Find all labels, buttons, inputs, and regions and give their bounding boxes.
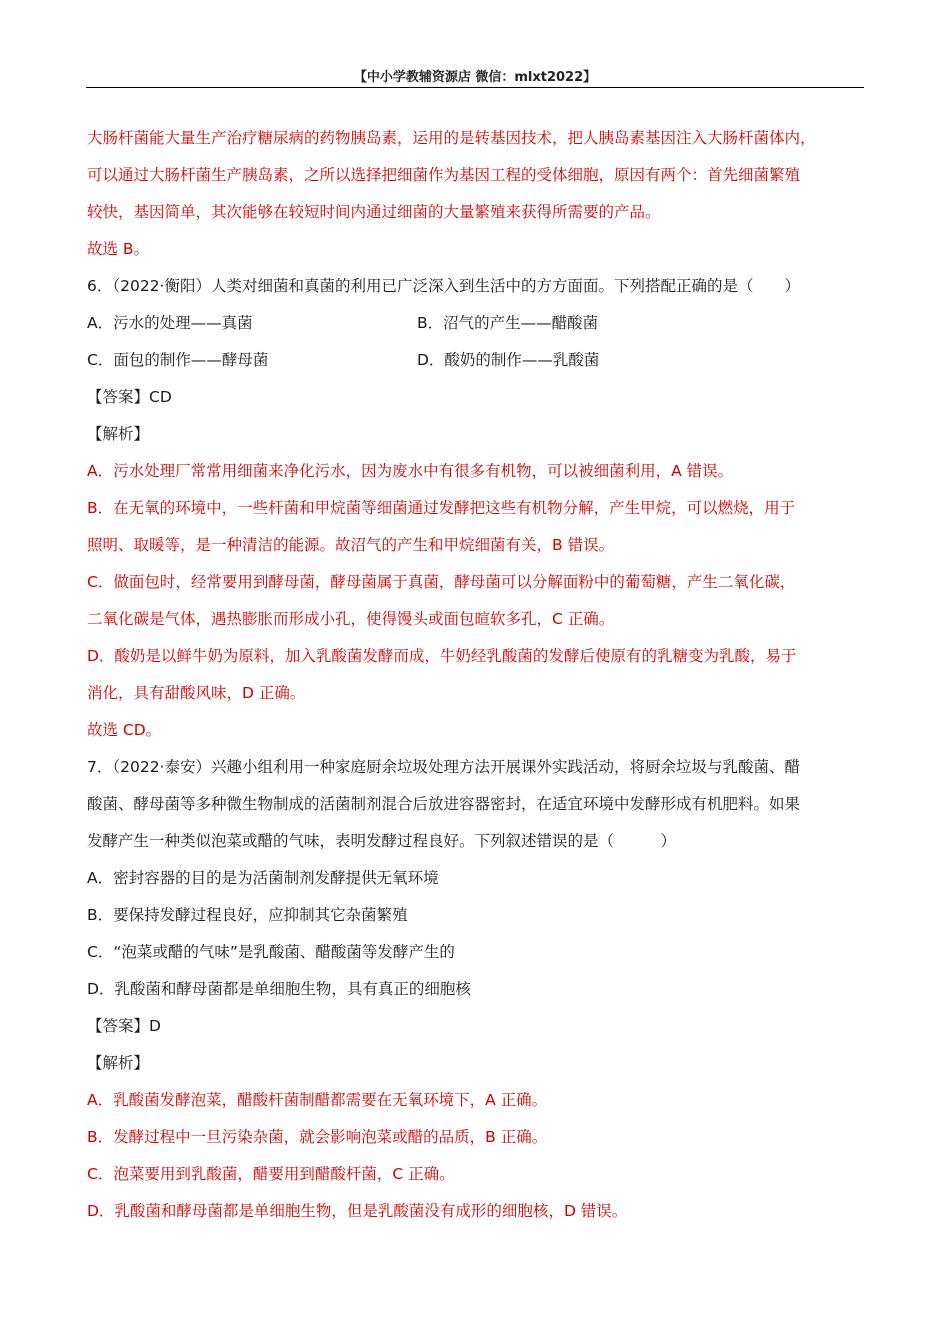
q6-answer: 【答案】CD	[87, 388, 172, 406]
q7-explanation-line: B．发酵过程中一旦污染杂菌，就会影响泡菜或醋的品质，B 正确。	[87, 1128, 548, 1146]
q7-answer: 【答案】D	[87, 1017, 161, 1035]
q7-option-d: D．乳酸菌和酵母菌都是单细胞生物，具有真正的细胞核	[87, 980, 471, 998]
q6-option-c: C．面包的制作——酵母菌	[87, 351, 269, 369]
q6-explanation-line: 二氧化碳是气体，遇热膨胀而形成小孔，使得馒头或面包暄软多孔，C 正确。	[87, 610, 615, 628]
q7-explanation-line: C．泡菜要用到乳酸菌，醋要用到醋酸杆菌，C 正确。	[87, 1165, 455, 1183]
q5-explanation-line: 较快，基因简单，其次能够在较短时间内通过细菌的大量繁殖来获得所需要的产品。	[87, 203, 661, 221]
q6-options-row-1	[87, 305, 867, 342]
q7-explanation-line: D．乳酸菌和酵母菌都是单细胞生物，但是乳酸菌没有成形的细胞核，D 错误。	[87, 1202, 628, 1220]
q6-explanation-line: C．做面包时，经常要用到酵母菌，酵母菌属于真菌，酵母菌可以分解面粉中的葡萄糖，产生二氧化碳，	[87, 573, 796, 591]
q7-stem-line: 7．（2022·泰安）兴趣小组利用一种家庭厨余垃圾处理方法开展课外实践活动，将厨余垃圾与乳酸菌、醋	[87, 758, 800, 776]
q6-explanation-line: 消化，具有甜酸风味，D 正确。	[87, 684, 306, 702]
q6-explanation-line: 照明、取暖等，是一种清洁的能源。故沼气的产生和甲烷细菌有关，B 错误。	[87, 536, 615, 554]
q6-option-d: D．酸奶的制作——乳酸菌	[417, 351, 600, 369]
q6-option-b: B．沼气的产生——醋酸菌	[417, 314, 599, 332]
header-rule	[86, 87, 864, 88]
document-body	[87, 120, 867, 1230]
q7-option-c: C．“泡菜或醋的气味”是乳酸菌、醋酸菌等发酵产生的	[87, 943, 455, 961]
q6-options-row-2	[87, 342, 867, 379]
q6-analysis-label: 【解析】	[87, 425, 150, 443]
q7-option-b: B．要保持发酵过程良好，应抑制其它杂菌繁殖	[87, 906, 408, 924]
q6-explanation-line: D．酸奶是以鲜牛奶为原料，加入乳酸菌发酵而成，牛奶经乳酸菌的发酵后使原有的乳糖变为乳酸，易于	[87, 647, 797, 665]
q6-stem: 6．（2022·衡阳）人类对细菌和真菌的利用已广泛深入到生活中的方方面面。下列搭配正确的是（ ）	[87, 277, 800, 295]
q7-option-a: A．密封容器的目的是为活菌制剂发酵提供无氧环境	[87, 869, 439, 887]
q6-explanation-line: A．污水处理厂常常用细菌来净化污水，因为废水中有很多有机物，可以被细菌利用，A 错误。	[87, 462, 734, 480]
q7-stem-line: 发酵产生一种类似泡菜或醋的气味，表明发酵过程良好。下列叙述错误的是（ ）	[87, 832, 677, 850]
q6-option-a: A．污水的处理——真菌	[87, 314, 253, 332]
q6-conclusion: 故选 CD。	[87, 721, 162, 739]
page-header: 【中小学教辅资源店 微信：mlxt2022】	[353, 70, 597, 85]
q5-conclusion: 故选 B。	[87, 240, 150, 258]
q5-explanation-line: 可以通过大肠杆菌生产胰岛素，之所以选择把细菌作为基因工程的受体细胞，原因有两个：首先细菌繁殖	[87, 166, 801, 184]
q7-explanation-line: A．乳酸菌发酵泡菜，醋酸杆菌制醋都需要在无氧环境下，A 正确。	[87, 1091, 548, 1109]
q6-explanation-line: B．在无氧的环境中，一些杆菌和甲烷菌等细菌通过发酵把这些有机物分解，产生甲烷，可以燃烧，用于	[87, 499, 796, 517]
q5-explanation-line: 大肠杆菌能大量生产治疗糖尿病的药物胰岛素，运用的是转基因技术，把人胰岛素基因注入大肠杆菌体内，	[87, 129, 816, 147]
q7-stem-line: 酸菌、酵母菌等多种微生物制成的活菌制剂混合后放进容器密封，在适宜环境中发酵形成有机肥料。如果	[87, 795, 801, 813]
q7-analysis-label: 【解析】	[87, 1054, 150, 1072]
